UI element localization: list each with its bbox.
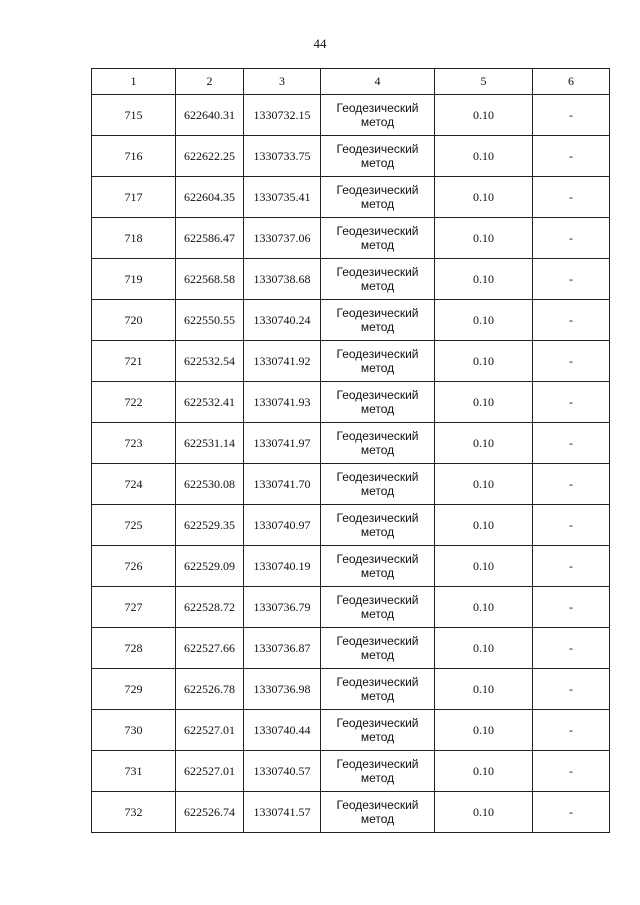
x-coordinate-cell: 622586.47: [176, 218, 244, 259]
point-number-cell: 724: [92, 464, 176, 505]
x-coordinate-cell: 622550.55: [176, 300, 244, 341]
note-cell: -: [533, 710, 610, 751]
method-line-2: метод: [360, 525, 395, 539]
table-row: [92, 710, 610, 751]
x-coordinate-cell: 622622.25: [176, 136, 244, 177]
accuracy-cell: 0.10: [435, 669, 533, 710]
x-coordinate-cell: 622604.35: [176, 177, 244, 218]
note-cell: -: [533, 300, 610, 341]
column-header-3: 3: [244, 69, 321, 95]
point-number-cell: 726: [92, 546, 176, 587]
x-coordinate-cell: 622527.66: [176, 628, 244, 669]
x-coordinate-cell: 622528.72: [176, 587, 244, 628]
y-coordinate-cell: 1330741.97: [244, 423, 321, 464]
accuracy-cell: 0.10: [435, 300, 533, 341]
accuracy-cell: 0.10: [435, 587, 533, 628]
accuracy-cell: 0.10: [435, 423, 533, 464]
method-line-1: Геодезический: [336, 470, 419, 484]
method-line-2: метод: [360, 197, 395, 211]
method-line-2: метод: [360, 443, 395, 457]
column-header-4: 4: [321, 69, 435, 95]
table-row: [92, 300, 610, 341]
method-cell: [321, 218, 435, 259]
note-cell: -: [533, 669, 610, 710]
method-line-1: Геодезический: [336, 757, 419, 771]
method-cell: [321, 95, 435, 136]
x-coordinate-cell: 622532.54: [176, 341, 244, 382]
note-cell: -: [533, 341, 610, 382]
point-number-cell: 722: [92, 382, 176, 423]
x-coordinate-cell: 622532.41: [176, 382, 244, 423]
accuracy-cell: 0.10: [435, 751, 533, 792]
x-coordinate-cell: 622526.78: [176, 669, 244, 710]
x-coordinate-cell: 622526.74: [176, 792, 244, 833]
method-line-2: метод: [360, 484, 395, 498]
table-row: [92, 218, 610, 259]
table-header: [92, 69, 610, 95]
point-number-cell: 715: [92, 95, 176, 136]
point-number-cell: 716: [92, 136, 176, 177]
method-cell: [321, 669, 435, 710]
table-row: [92, 505, 610, 546]
y-coordinate-cell: 1330733.75: [244, 136, 321, 177]
table-row: [92, 546, 610, 587]
method-cell: [321, 505, 435, 546]
y-coordinate-cell: 1330740.24: [244, 300, 321, 341]
note-cell: -: [533, 423, 610, 464]
method-line-2: метод: [360, 279, 395, 293]
method-line-1: Геодезический: [336, 511, 419, 525]
y-coordinate-cell: 1330740.57: [244, 751, 321, 792]
column-header-5: 5: [435, 69, 533, 95]
method-cell: [321, 300, 435, 341]
method-cell: [321, 792, 435, 833]
method-line-2: метод: [360, 689, 395, 703]
note-cell: -: [533, 751, 610, 792]
table-row: [92, 259, 610, 300]
note-cell: -: [533, 792, 610, 833]
note-cell: -: [533, 546, 610, 587]
method-cell: [321, 751, 435, 792]
y-coordinate-cell: 1330740.44: [244, 710, 321, 751]
y-coordinate-cell: 1330736.79: [244, 587, 321, 628]
page-number: 44: [313, 36, 327, 51]
note-cell: -: [533, 505, 610, 546]
accuracy-cell: 0.10: [435, 259, 533, 300]
accuracy-cell: 0.10: [435, 341, 533, 382]
note-cell: -: [533, 218, 610, 259]
note-cell: -: [533, 382, 610, 423]
column-header-1: 1: [92, 69, 176, 95]
note-cell: -: [533, 628, 610, 669]
table-row: [92, 751, 610, 792]
accuracy-cell: 0.10: [435, 546, 533, 587]
table-row: [92, 177, 610, 218]
accuracy-cell: 0.10: [435, 792, 533, 833]
point-number-cell: 732: [92, 792, 176, 833]
accuracy-cell: 0.10: [435, 382, 533, 423]
point-number-cell: 727: [92, 587, 176, 628]
method-line-1: Геодезический: [336, 388, 419, 402]
y-coordinate-cell: 1330740.97: [244, 505, 321, 546]
method-line-2: метод: [360, 115, 395, 129]
x-coordinate-cell: 622529.09: [176, 546, 244, 587]
method-line-1: Геодезический: [336, 224, 419, 238]
point-number-cell: 719: [92, 259, 176, 300]
method-line-2: метод: [360, 607, 395, 621]
y-coordinate-cell: 1330741.70: [244, 464, 321, 505]
y-coordinate-cell: 1330738.68: [244, 259, 321, 300]
y-coordinate-cell: 1330732.15: [244, 95, 321, 136]
table-row: [92, 628, 610, 669]
method-line-2: метод: [360, 648, 395, 662]
accuracy-cell: 0.10: [435, 177, 533, 218]
table-row: [92, 464, 610, 505]
method-line-2: метод: [360, 730, 395, 744]
point-number-cell: 723: [92, 423, 176, 464]
accuracy-cell: 0.10: [435, 505, 533, 546]
method-line-2: метод: [360, 566, 395, 580]
method-line-1: Геодезический: [336, 183, 419, 197]
point-number-cell: 717: [92, 177, 176, 218]
y-coordinate-cell: 1330741.57: [244, 792, 321, 833]
x-coordinate-cell: 622640.31: [176, 95, 244, 136]
method-line-1: Геодезический: [336, 347, 419, 361]
method-line-1: Геодезический: [336, 716, 419, 730]
method-line-2: метод: [360, 361, 395, 375]
method-line-1: Геодезический: [336, 798, 419, 812]
point-number-cell: 725: [92, 505, 176, 546]
method-cell: [321, 710, 435, 751]
table-row: [92, 95, 610, 136]
method-cell: [321, 423, 435, 464]
method-cell: [321, 628, 435, 669]
method-line-2: метод: [360, 156, 395, 170]
x-coordinate-cell: 622529.35: [176, 505, 244, 546]
table-body: [92, 95, 610, 833]
table-row: [92, 382, 610, 423]
table-row: [92, 136, 610, 177]
y-coordinate-cell: 1330741.93: [244, 382, 321, 423]
method-cell: [321, 136, 435, 177]
point-number-cell: 731: [92, 751, 176, 792]
point-number-cell: 718: [92, 218, 176, 259]
accuracy-cell: 0.10: [435, 136, 533, 177]
y-coordinate-cell: 1330741.92: [244, 341, 321, 382]
column-header-6: 6: [533, 69, 610, 95]
point-number-cell: 729: [92, 669, 176, 710]
x-coordinate-cell: 622527.01: [176, 710, 244, 751]
accuracy-cell: 0.10: [435, 95, 533, 136]
method-line-2: метод: [360, 320, 395, 334]
method-line-2: метод: [360, 238, 395, 252]
method-line-1: Геодезический: [336, 101, 419, 115]
method-line-1: Геодезический: [336, 142, 419, 156]
method-cell: [321, 546, 435, 587]
table-row: [92, 423, 610, 464]
y-coordinate-cell: 1330735.41: [244, 177, 321, 218]
method-line-1: Геодезический: [336, 634, 419, 648]
method-cell: [321, 259, 435, 300]
point-number-cell: 720: [92, 300, 176, 341]
x-coordinate-cell: 622527.01: [176, 751, 244, 792]
column-header-2: 2: [176, 69, 244, 95]
method-cell: [321, 382, 435, 423]
table-row: [92, 669, 610, 710]
table-row: [92, 341, 610, 382]
method-cell: [321, 177, 435, 218]
header-row: [92, 69, 610, 95]
point-number-cell: 728: [92, 628, 176, 669]
note-cell: -: [533, 464, 610, 505]
note-cell: -: [533, 177, 610, 218]
note-cell: -: [533, 136, 610, 177]
method-cell: [321, 587, 435, 628]
note-cell: -: [533, 587, 610, 628]
coordinates-table: [91, 68, 610, 833]
y-coordinate-cell: 1330736.87: [244, 628, 321, 669]
method-line-2: метод: [360, 771, 395, 785]
method-line-1: Геодезический: [336, 306, 419, 320]
method-cell: [321, 464, 435, 505]
accuracy-cell: 0.10: [435, 628, 533, 669]
x-coordinate-cell: 622531.14: [176, 423, 244, 464]
point-number-cell: 721: [92, 341, 176, 382]
point-number-cell: 730: [92, 710, 176, 751]
method-line-1: Геодезический: [336, 265, 419, 279]
method-line-1: Геодезический: [336, 593, 419, 607]
method-line-2: метод: [360, 402, 395, 416]
accuracy-cell: 0.10: [435, 218, 533, 259]
y-coordinate-cell: 1330736.98: [244, 669, 321, 710]
method-line-2: метод: [360, 812, 395, 826]
accuracy-cell: 0.10: [435, 710, 533, 751]
y-coordinate-cell: 1330740.19: [244, 546, 321, 587]
table-row: [92, 792, 610, 833]
method-line-1: Геодезический: [336, 552, 419, 566]
x-coordinate-cell: 622568.58: [176, 259, 244, 300]
method-line-1: Геодезический: [336, 429, 419, 443]
method-line-1: Геодезический: [336, 675, 419, 689]
table-row: [92, 587, 610, 628]
note-cell: -: [533, 259, 610, 300]
x-coordinate-cell: 622530.08: [176, 464, 244, 505]
y-coordinate-cell: 1330737.06: [244, 218, 321, 259]
note-cell: -: [533, 95, 610, 136]
accuracy-cell: 0.10: [435, 464, 533, 505]
method-cell: [321, 341, 435, 382]
